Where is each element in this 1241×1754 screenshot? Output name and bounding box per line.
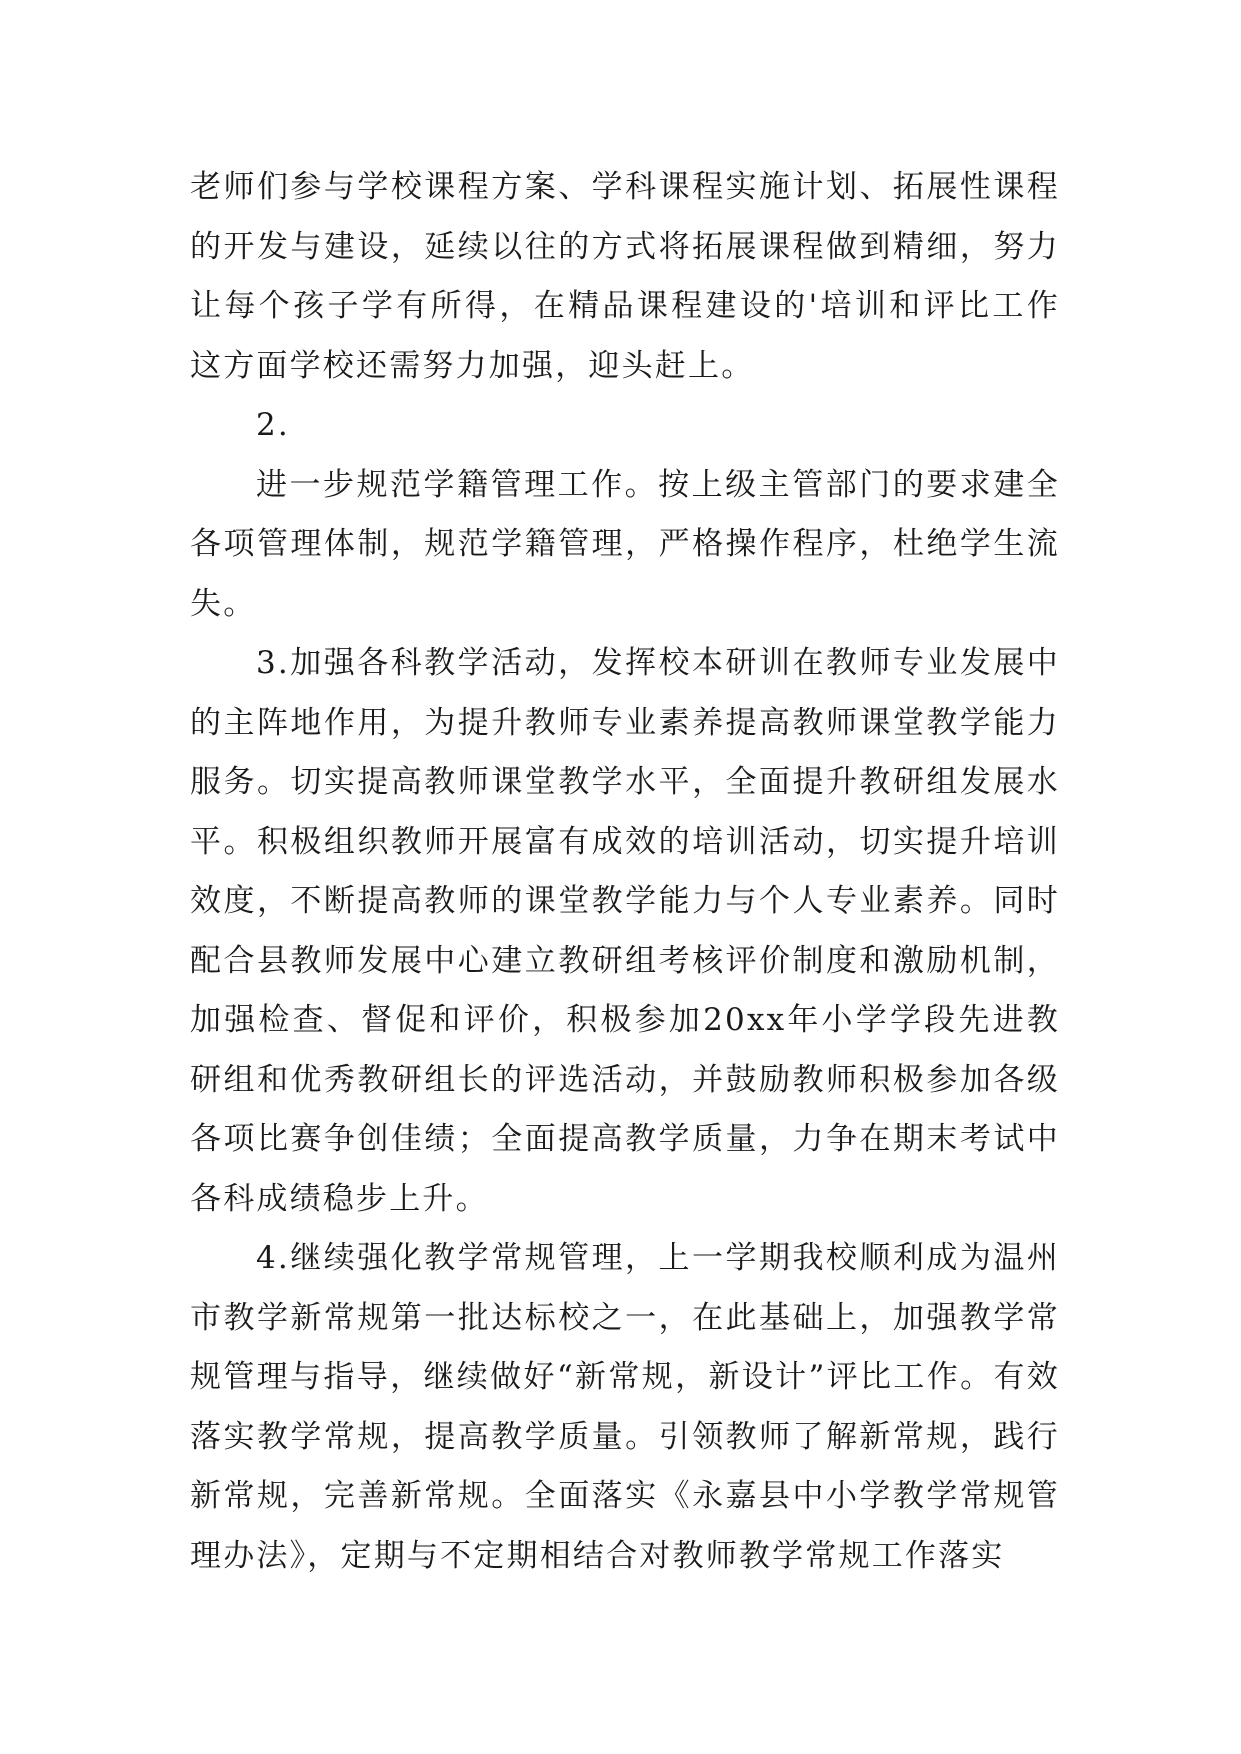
paragraph-item-3: 3.加强各科教学活动，发挥校本研训在教师专业发展中的主阵地作用，为提升教师专业素养提高教师课堂教学能力服务。切实提高教师课堂教学水平，全面提升教研组发展水平。积极组织教师开展富有成效的培训活动，切实提升培训效度，不断提高教师的课堂教学能力与个人专业素养。同时配合县教师发展中心建立教研组考核评价制度和激励机制，加强检查、督促和评价，积极参加20xx年小学学段先进教研组和优秀教研组长的评选活动，并鼓励教师积极参加各级各项比赛争创佳绩；全面提高教学质量，力争在期末考试中各科成绩稳步上升。	[190, 645, 1060, 1217]
document-page	[190, 158, 1060, 1586]
paragraph-item-4: 4.继续强化教学常规管理，上一学期我校顺利成为温州市教学新常规第一批达标校之一，在此基础上，加强教学常规管理与指导，继续做好“新常规，新设计”评比工作。有效落实教学常规，提高教学质量。引领教师了解新常规，践行新常规，完善新常规。全面落实《永嘉县中小学教学常规管理办法》，定期与不定期相结合对教师教学常规工作落实	[190, 1240, 1060, 1574]
paragraph-item-2-number: 2.	[256, 407, 290, 443]
paragraph-item-2-body: 进一步规范学籍管理工作。按上级主管部门的要求建全各项管理体制，规范学籍管理，严格操作程序，杜绝学生流失。	[190, 466, 1060, 622]
paragraph-curriculum-continued: 老师们参与学校课程方案、学科课程实施计划、拓展性课程的开发与建设，延续以往的方式将拓展课程做到精细，努力让每个孩子学有所得，在精品课程建设的'培训和评比工作这方面学校还需努力加强，迎头赶上。	[190, 169, 1060, 384]
